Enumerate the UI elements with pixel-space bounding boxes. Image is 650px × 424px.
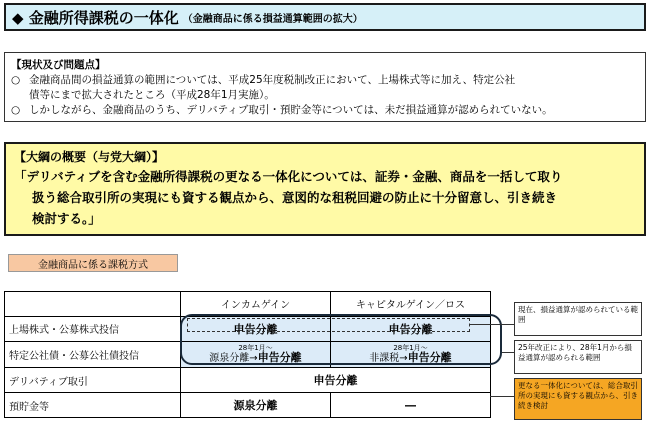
- row-label-specified-bonds: 特定公社債・公募公社債投信: [5, 341, 181, 367]
- bonds-income-cell: [181, 341, 331, 367]
- row-label-deposits: 預貯金等: [5, 393, 181, 418]
- section-label: 金融商品に係る課税方式: [8, 254, 178, 272]
- issue-text-1: 金融商品間の損益通算の範囲については、平成25年度税制改正において、上場株式等に加え、特定公社: [29, 74, 516, 86]
- connector-line-current: [470, 324, 514, 325]
- table-header-capital: キャピタルゲイン／ロス: [331, 292, 491, 317]
- title-bar: [4, 3, 646, 31]
- table-header-row: [5, 292, 491, 317]
- bullet-circle-icon: ○: [11, 104, 21, 116]
- note-current-scope: 現在、損益通算が認められている範囲: [514, 302, 642, 336]
- issue-line-2: [11, 88, 639, 103]
- page-subtitle: （金融商品に係る損益通算範囲の拡大）: [182, 13, 363, 25]
- deposits-capital-cell: ―: [331, 393, 491, 418]
- issues-box: [4, 52, 646, 122]
- outline-line-1: 「デリバティブを含む金融所得課税の更なる一体化については、証券・金融、商品を一括して取り: [14, 169, 563, 184]
- bonds-capital-cell: [331, 341, 491, 367]
- bonds-capital-before: 非課税: [369, 352, 400, 364]
- bonds-capital-note: 28年1月～: [393, 343, 428, 352]
- table-row: [5, 341, 491, 367]
- deposits-income-cell: 源泉分離: [181, 393, 331, 418]
- note-reform-scope: 25年改正により、28年1月から損益通算が認められる範囲: [514, 340, 642, 374]
- table-header-income: インカムゲイン: [181, 292, 331, 317]
- arrow-right-icon: →: [399, 352, 408, 364]
- page-title: ◆ 金融所得課税の一体化: [12, 8, 179, 27]
- bonds-income-before: 源泉分離: [209, 352, 250, 364]
- outline-box: [4, 142, 646, 236]
- bonds-capital-after: 申告分離: [407, 350, 452, 364]
- table-row: [5, 316, 491, 341]
- table-row: [5, 393, 491, 418]
- outline-heading: 【大綱の概要（与党大綱）】: [14, 150, 165, 164]
- issue-line-1: [11, 73, 639, 88]
- connector-line-reform: [502, 352, 514, 353]
- bonds-income-note: 28年1月～: [238, 343, 273, 352]
- bonds-income-after: 申告分離: [257, 350, 302, 364]
- issues-heading: 【現状及び問題点】: [11, 59, 106, 71]
- note-future-review: 更なる一体化については、総合取引所の実現にも資する観点から、引き続き検討: [514, 378, 642, 420]
- issue-text-3: しかしながら、金融商品のうち、デリバティブ取引・預貯金等については、未だ損益通算が認められていない。: [29, 104, 553, 116]
- connector-line-future: [490, 396, 514, 397]
- table-header-empty: [5, 292, 181, 317]
- row-label-derivatives: デリバティブ取引: [5, 368, 181, 393]
- outline-line-3: 検討する。」: [32, 211, 101, 226]
- listed-income-cell: 申告分離: [181, 316, 331, 341]
- arrow-right-icon: →: [249, 352, 258, 364]
- listed-capital-cell: 申告分離: [331, 316, 491, 341]
- derivatives-merged-cell: 申告分離: [181, 368, 491, 393]
- outline-line-2: 扱う総合取引所の実現にも資する観点から、意図的な租税回避の防止に十分留意し、引き続き: [32, 190, 558, 205]
- table-row: [5, 368, 491, 393]
- bullet-circle-icon: ○: [11, 74, 21, 86]
- issue-line-3: [11, 103, 639, 118]
- tax-table: [4, 291, 491, 418]
- issue-text-2: 債等にまで拡大されたところ（平成28年1月実施）。: [29, 89, 275, 101]
- row-label-listed-stocks: 上場株式・公募株式投信: [5, 316, 181, 341]
